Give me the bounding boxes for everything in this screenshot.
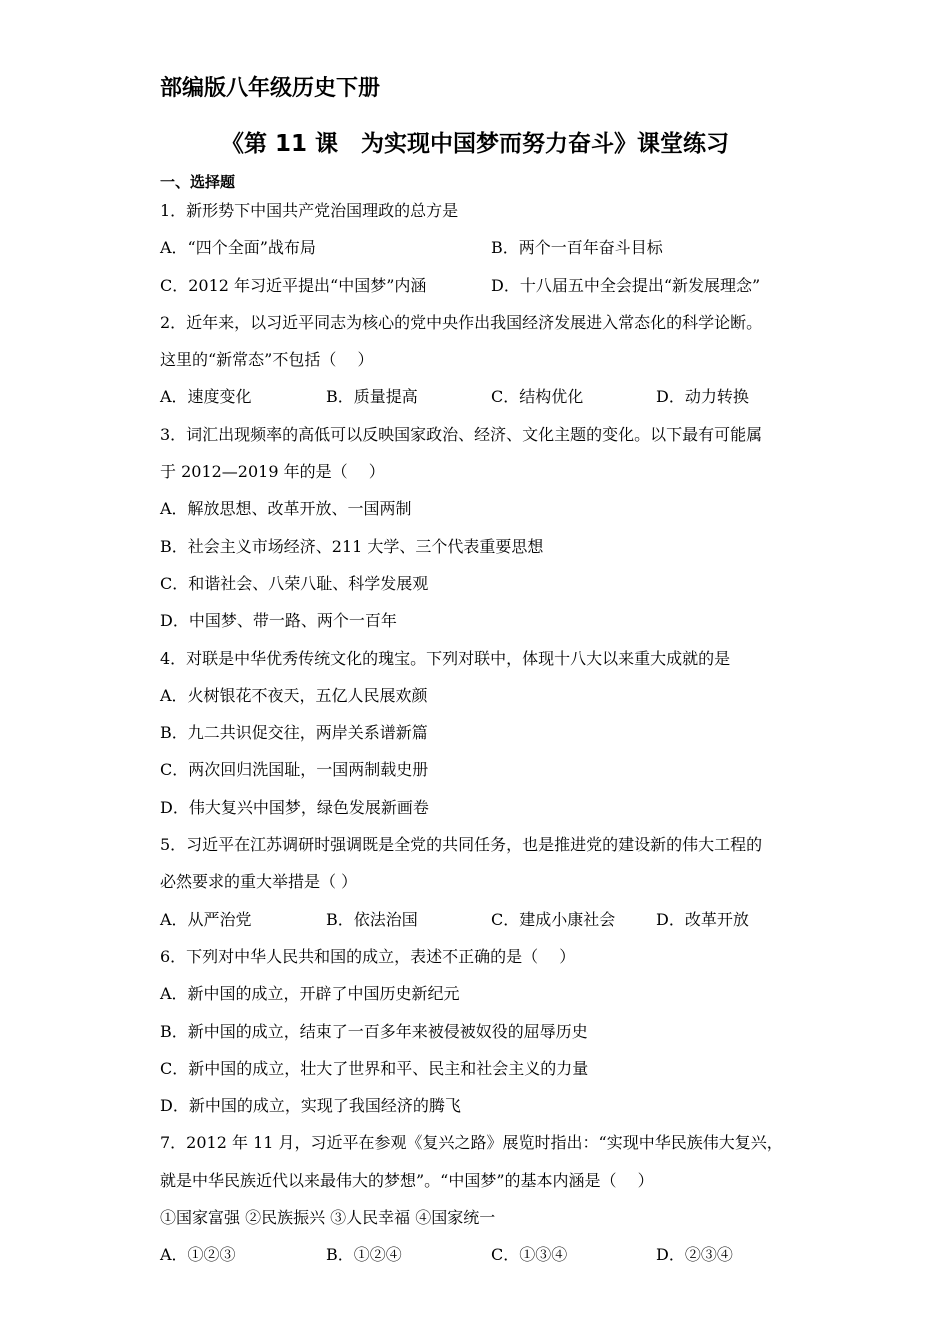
option-row [160,273,800,310]
question-stem: 7．2012 年 11 月，习近平在参观《复兴之路》展览时指出：“实现中华民族伟大复兴， [160,1133,783,1153]
option-b: B．社会主义市场经济、211 大学、三个代表重要思想 [160,536,544,556]
option-b: B．九二共识促交往，两岸关系谱新篇 [160,723,428,743]
option-a: A．速度变化 [160,387,252,407]
document-header: 部编版八年级历史下册 [160,76,381,101]
question-list [160,198,800,1280]
option-c: C．①③④ [491,1245,568,1265]
option-b: B．两个一百年奋斗目标 [491,238,663,258]
option-a: A．从严治党 [160,909,252,929]
option-c: C．两次回归洗国耻，一国两制载史册 [160,760,429,780]
question-stem: 2．近年来，以习近平同志为核心的党中央作出我国经济发展进入常态化的科学论断。 [160,312,763,332]
question-stem: 于 2012—2019 年的是（ ） [160,462,385,482]
section-heading: 一、选择题 [160,173,236,191]
question-stem: 1．新形势下中国共产党治国理政的总方是 [160,201,459,220]
option-d: D．改革开放 [656,909,749,929]
question-stem: 4．对联是中华优秀传统文化的瑰宝。下列对联中，体现十八大以来重大成就的是 [160,648,731,668]
question-stem: 5．习近平在江苏调研时强调既是全党的共同任务，也是推进党的建设新的伟大工程的 [160,835,763,855]
option-c: C．和谐社会、八荣八耻、科学发展观 [160,573,429,593]
option-b: B．依法治国 [326,909,418,929]
option-b: B．质量提高 [326,387,418,407]
question-stem: 6．下列对中华人民共和国的成立，表述不正确的是（ ） [160,946,576,966]
question-stem: ①国家富强 ②民族振兴 ③人民幸福 ④国家统一 [160,1208,496,1228]
option-d: D．十八届五中全会提出“新发展理念” [491,275,761,295]
option-c: C．结构优化 [491,387,584,407]
option-row [160,384,800,421]
option-row [160,1242,800,1279]
option-d: D．新中国的成立，实现了我国经济的腾飞 [160,1096,461,1116]
option-a: A．“四个全面”战布局 [160,238,316,258]
option-a: A．解放思想、改革开放、一国两制 [160,499,412,519]
option-a: A．火树银花不夜天，五亿人民展欢颜 [160,685,428,705]
page-title: 《第 11 课 为实现中国梦而努力奋斗》课堂练习 [220,131,730,157]
option-row [160,235,800,272]
question-stem: 就是中华民族近代以来最伟大的梦想”。“中国梦”的基本内涵是（ ） [160,1170,654,1190]
option-c: C．新中国的成立，壮大了世界和平、民主和社会主义的力量 [160,1058,589,1078]
option-a: A．新中国的成立，开辟了中国历史新纪元 [160,984,460,1004]
option-d: D．动力转换 [656,387,749,407]
option-c: C．2012 年习近平提出“中国梦”内涵 [160,275,427,295]
question-stem: 这里的“新常态”不包括（ ） [160,350,374,370]
question-stem: 必然要求的重大举措是（ ） [160,872,358,892]
question-stem: 3．词汇出现频率的高低可以反映国家政治、经济、文化主题的变化。以下最有可能属 [160,424,763,444]
option-b: B．①②④ [326,1245,402,1265]
option-a: A．①②③ [160,1245,236,1265]
option-d: D．伟大复兴中国梦，绿色发展新画卷 [160,797,429,817]
option-row [160,907,800,944]
option-c: C．建成小康社会 [491,909,616,929]
option-b: B．新中国的成立，结束了一百多年来被侵被奴役的屈辱历史 [160,1021,588,1041]
option-d: D．中国梦、带一路、两个一百年 [160,611,397,631]
option-d: D．②③④ [656,1245,733,1265]
